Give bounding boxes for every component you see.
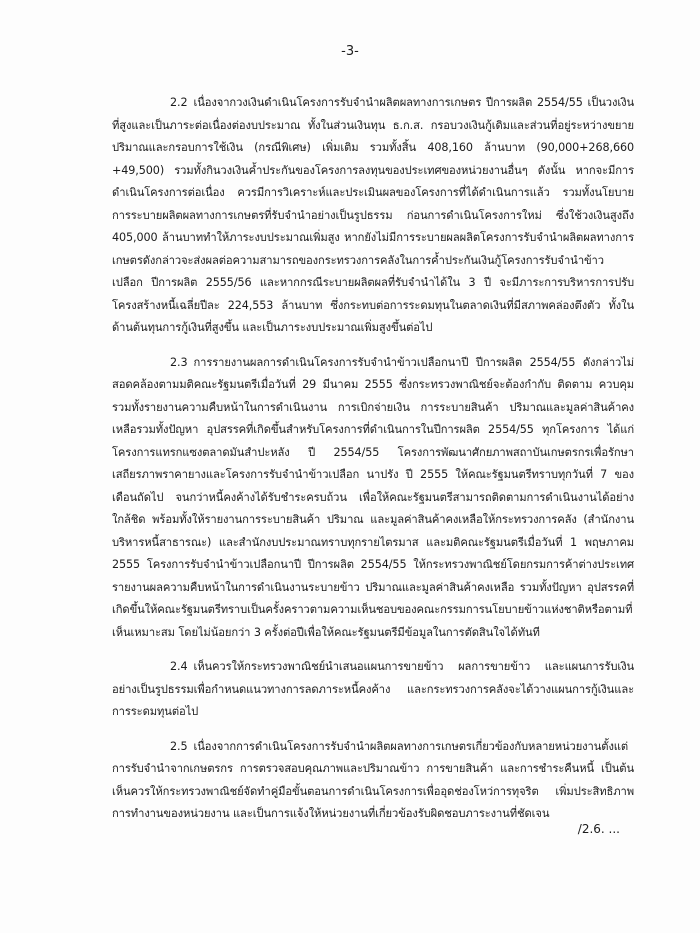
paragraph-text: เห็นควรให้กระทรวงพาณิชย์นำเสนอแผนการขายข้าว ผลการขายข้าว และแผนการรับเงินอย่างเป็นรูปธรรมเพื่อกำหนดแนวทางการลดภาระหนี้คงค้าง และกระทรวงการคลังจะได้วางแผนการกู้เงินและการระดมทุนต่อไป xyxy=(112,660,634,718)
document-body xyxy=(112,92,634,838)
paragraph-number: 2.5 xyxy=(170,739,188,753)
paragraph-2-5 xyxy=(112,736,634,826)
paragraph-2-4 xyxy=(112,656,634,724)
continuation-marker: /2.6. ... xyxy=(577,822,620,836)
paragraph-text: เนื่องจากการดำเนินโครงการรับจำนำผลิตผลทางการเกษตรเกี่ยวข้องกับหลายหน่วยงานตั้งแต่การรับจำนำจากเกษตรกร การตรวจสอบคุณภาพและปริมาณข้าว การขายสินค้า และการชำระคืนหนี้ เป็นต้น เห็นควรให้กระทรวงพาณิชย์จัดทำคู่มือขั้นตอนการดำเนินโครงการเพื่ออุดช่องโหว่การทุจริต เพิ่มประสิทธิภาพการทำงานของหน่วยงาน และเป็นการแจ้งให้หน่วยงานที่เกี่ยวข้องรับผิดชอบภาระงานที่ชัดเจน xyxy=(112,739,634,820)
paragraph-2-2 xyxy=(112,92,634,340)
paragraph-text: การรายงานผลการดำเนินโครงการรับจำนำข้าวเปลือกนาปี ปีการผลิต 2554/55 ดังกล่าวไม่สอดคล้องตามมติคณะรัฐมนตรีเมื่อวันที่ 29 มีนาคม 2555 ซึ่งกระทรวงพาณิชย์จะต้องกำกับ ติดตาม ควบคุมรวมทั้งรายงานความคืบหน้าในการดำเนินงาน การเบิกจ่ายเงิน การระบายสินค้า ปริมาณและมูลค่าสินค้าคงเหลือรวมทั้งปัญหา อุปสรรคที่เกิดขึ้นสำหรับโครงการที่ดำเนินการในปีการผลิต 2554/55 ทุกโครงการ ได้แก่ โครงการแทรกแซงตลาดมันสำปะหลัง ปี 2554/55 โครงการพัฒนาศักยภาพสถาบันเกษตรกรเพื่อรักษาเสถียรภาพราคายางและโครงการรับจำนำข้าวเปลือก นาปรัง ปี 2555 ให้คณะรัฐมนตรีทราบทุกวันที่ 7 ของเดือนถัดไป จนกว่าหนี้คงค้างได้รับชำระครบถ้วน เพื่อให้คณะรัฐมนตรีสามารถติดตามการดำเนินงานได้อย่างใกล้ชิด พร้อมทั้งให้รายงานการระบายสินค้า ปริมาณ และมูลค่าสินค้าคงเหลือให้กระทรวงการคลัง (สำนักงานบริหารหนี้สาธารณะ) และสำนักงบประมาณทราบทุกรายไตรมาส และมติคณะรัฐมนตรีเมื่อวันที่ 1 พฤษภาคม 2555 โครงการรับจำนำข้าวเปลือกนาปี ปีการผลิต 2554/55 ให้กระทรวงพาณิชย์โดยกรมการค้าต่างประเทศรายงานผลความคืบหน้าในการดำเนินงานระบายข้าว ปริมาณและมูลค่าสินค้าคงเหลือ รวมทั้งปัญหา อุปสรรคที่เกิดขึ้นให้คณะรัฐมนตรีทราบเป็นครั้งคราวตามความเห็นชอบของคณะกรรมการนโยบายข้าวแห่งชาติหรือตามที่เห็นเหมาะสม โดยไม่น้อยกว่า 3 ครั้งต่อปีเพื่อให้คณะรัฐมนตรีมีข้อมูลในการตัดสินใจได้ทันที xyxy=(112,355,634,639)
paragraph-2-3 xyxy=(112,352,634,645)
paragraph-number: 2.3 xyxy=(170,355,188,369)
paragraph-text: เนื่องจากวงเงินดำเนินโครงการรับจำนำผลิตผลทางการเกษตร ปีการผลิต 2554/55 เป็นวงเงิน ที่สูงและเป็นภาระต่อเนื่องต่องบประมาณ ทั้งในส่วนเงินทุน ธ.ก.ส. กรอบวงเงินกู้เดิมและส่วนที่อยู่ระหว่างขยายปริมาณและกรอบการใช้เงิน (กรณีพิเศษ) เพิ่มเติม รวมทั้งสิ้น 408,160 ล้านบาท (90,000+268,660 +49,500) รวมทั้งกินวงเงินค้ำประกันของโครงการลงทุนของประเทศของหน่วยงานอื่นๆ ดังนั้น หากจะมีการดำเนินโครงการต่อเนื่อง ควรมีการวิเคราะห์และประเมินผลของโครงการที่ได้ดำเนินการแล้ว รวมทั้งนโยบายการระบายผลิตผลทางการเกษตรที่รับจำนำอย่างเป็นรูปธรรม ก่อนการดำเนินโครงการใหม่ ซึ่งใช้วงเงินสูงถึง 405,000 ล้านบาททำให้ภาระงบประมาณเพิ่มสูง หากยังไม่มีการระบายผลผลิตโครงการรับจำนำผลิตผลทางการเกษตรดังกล่าวจะส่งผลต่อความสามารถของกระทรวงการคลังในการค้ำประกันเงินกู้โครงการรับจำนำข้าวเปลือก ปีการผลิต 2555/56 และหากกรณีระบายผลิตผลที่รับจำนำได้ใน 3 ปี จะมีภาระการบริหารการปรับโครงสร้างหนี้เฉลี่ยปีละ 224,553 ล้านบาท ซึ่งกระทบต่อการระดมทุนในตลาดเงินที่มีสภาพคล่องตึงตัว ทั้งในด้านต้นทุนการกู้เงินที่สูงขึ้น และเป็นภาระงบประมาณเพิ่มสูงขึ้นต่อไป xyxy=(112,96,634,334)
page-number: -3- xyxy=(341,44,359,59)
paragraph-number: 2.2 xyxy=(170,96,188,109)
paragraph-number: 2.4 xyxy=(170,660,188,673)
